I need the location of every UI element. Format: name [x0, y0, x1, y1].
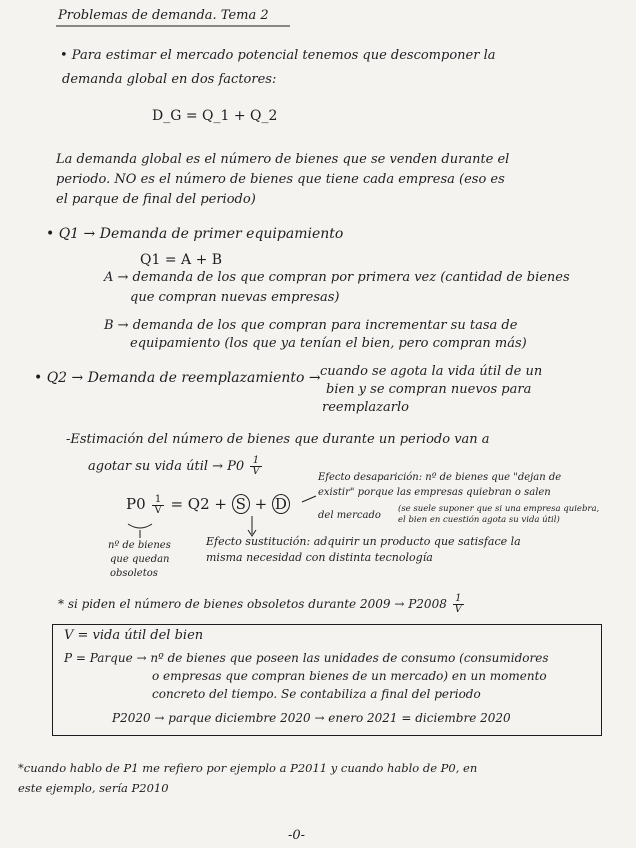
obsolete-fraction — [453, 594, 464, 615]
desaparicion-note-line-2: el bien en cuestión agota su vida útil) — [398, 515, 560, 525]
desaparicion-line-2: existir" porque las empresas quiebran o salen — [318, 487, 551, 498]
global-note-line-3: el parque de final del periodo) — [56, 192, 256, 207]
eq-s-circle: S — [232, 494, 250, 514]
obsolete-frac-den: V — [454, 604, 462, 615]
def-p-line-1: P = Parque → nº de bienes que poseen las unidades de consumo (consumidores — [64, 651, 549, 665]
desaparicion-line-3: del mercado — [318, 510, 381, 521]
intro-line-2: demanda global en dos factores: — [62, 72, 277, 87]
p0-note-line-1: nº de bienes — [108, 540, 171, 551]
q2-desc-line-2: bien y se compran nuevos para — [326, 382, 532, 397]
footnote-line-2: este ejemplo, sería P2010 — [18, 781, 169, 795]
sustitucion-line-2: misma necesidad con distinta tecnología — [206, 551, 433, 564]
eq-equals: = — [170, 495, 184, 513]
obsolete-note-text: * si piden el número de bienes obsoletos durante 2009 → — [58, 597, 405, 611]
eq-plus-1: + — [214, 495, 227, 513]
desaparicion-line-1: Efecto desaparición: nº de bienes que "dejan de — [318, 472, 562, 483]
sustitucion-line-1: Efecto sustitución: adquirir un producto que satisface la — [206, 535, 521, 548]
estimation-text: agotar su vida útil → P0 — [88, 459, 245, 474]
q2-desc-line-1: cuando se agota la vida útil de un — [320, 364, 543, 379]
global-demand-formula: D_G = Q_1 + Q_2 — [152, 108, 278, 124]
eq-frac-den: V — [154, 504, 162, 516]
q1-b-line-2: equipamiento (los que ya tenían el bien, pero compran más) — [130, 336, 527, 351]
page-title: Problemas de demanda. Tema 2 — [58, 8, 269, 23]
eq-d-circle: D — [272, 494, 290, 514]
def-example: P2020 → parque diciembre 2020 → enero 2021 = diciembre 2020 — [112, 711, 511, 725]
q1-heading: • Q1 → Demanda de primer equipamiento — [46, 226, 344, 242]
footnote-line-1: *cuando hablo de P1 me refiero por ejemplo a P2011 y cuando hablo de P0, en — [18, 761, 478, 775]
q1-b-line-1: B → demanda de los que compran para incrementar su tasa de — [104, 318, 518, 333]
intro-line-1: • Para estimar el mercado potencial tenemos que descomponer la — [60, 48, 496, 63]
obsolete-note — [58, 594, 466, 615]
estimation-frac-den: V — [252, 466, 260, 477]
p0-note-line-2: que quedan — [110, 554, 170, 565]
q2-heading: • Q2 → Demanda de reemplazamiento → — [34, 370, 321, 386]
global-note-line-1: La demanda global es el número de bienes que se venden durante el — [56, 152, 510, 167]
p0-note-line-3: obsoletos — [110, 568, 158, 579]
global-note-line-2: periodo. NO es el número de bienes que tiene cada empresa (eso es — [56, 172, 505, 187]
estimation-frac-num: 1 — [250, 456, 261, 467]
page-number: -0- — [288, 828, 306, 843]
obsolete-note-result: P2008 — [408, 597, 447, 611]
estimation-line-1: -Estimación del número de bienes que durante un periodo van a — [66, 432, 490, 447]
desaparicion-note-line-1: (se suele suponer que si una empresa quiebra, — [398, 504, 600, 514]
q1-a-line-1: A → demanda de los que compran por primera vez (cantidad de bienes — [104, 270, 570, 285]
q1-formula: Q1 = A + B — [140, 252, 223, 268]
eq-p0: P0 — [126, 495, 146, 513]
obsolete-frac-num: 1 — [453, 594, 464, 605]
def-p-line-2: o empresas que compran bienes de un mercado) en un momento — [152, 669, 547, 683]
q2-desc-line-3: reemplazarlo — [322, 400, 409, 415]
eq-frac-num: 1 — [152, 495, 163, 506]
def-v-line: V = vida útil del bien — [64, 628, 204, 643]
eq-plus-2: + — [254, 495, 268, 513]
eq-q2: Q2 — [187, 495, 210, 513]
q1-a-line-2: que compran nuevas empresas) — [130, 290, 340, 305]
def-p-line-3: concreto del tiempo. Se contabiliza a final del periodo — [152, 687, 481, 701]
